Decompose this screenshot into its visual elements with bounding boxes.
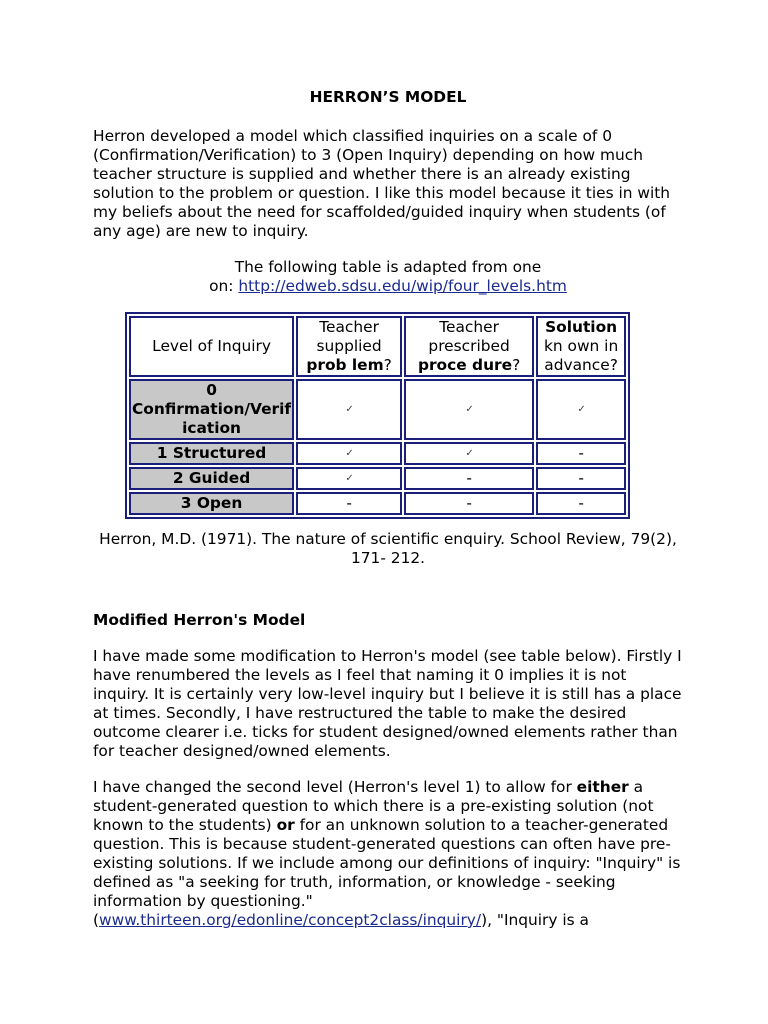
dash-cell: -	[404, 492, 534, 515]
header-teacher-procedure: Teacher prescribed proce dure?	[404, 316, 534, 377]
check-icon: ✓	[536, 379, 626, 440]
source-link[interactable]: http://edweb.sdsu.edu/wip/four_levels.htm	[238, 277, 567, 295]
row-level: 1 Structured	[129, 442, 294, 465]
check-icon: ✓	[404, 442, 534, 465]
check-icon: ✓	[296, 442, 402, 465]
adapted-note-line1: The following table is adapted from one	[234, 258, 542, 276]
table-header-row	[129, 316, 626, 377]
adapted-prefix: on:	[209, 277, 239, 295]
header-level-of-inquiry: Level of Inquiry	[129, 316, 294, 377]
table-row	[129, 467, 626, 490]
table-row	[129, 492, 626, 515]
dash-cell: -	[536, 467, 626, 490]
header-teacher-problem: Teacher supplied prob lem?	[296, 316, 402, 377]
row-level: 3 Open	[129, 492, 294, 515]
second-level-paragraph: I have changed the second level (Herron's level 1) to allow for either a student-generated question to which there is a pre-existing solution (not known to the students) or for an unknown solution to a teacher-generated question. This is because student-generated questions can often have pre-existing solutions. If we include among our definitions of inquiry: "Inquiry" is defined as "a seeking for truth, information, or knowledge - seeking information by questioning." (www.thirteen.org/edonline/concept2class/inquiry/), "Inquiry is a	[93, 778, 681, 929]
page-title: HERRON’S MODEL	[309, 88, 467, 106]
thirteen-link[interactable]: www.thirteen.org/edonline/concept2class/inquiry/	[99, 911, 482, 929]
check-icon: ✓	[404, 379, 534, 440]
check-icon: ✓	[296, 379, 402, 440]
table-row	[129, 379, 626, 440]
herron-table	[125, 312, 630, 519]
intro-paragraph: Herron developed a model which classified inquiries on a scale of 0 (Confirmation/Verification) to 3 (Open Inquiry) depending on how much teacher structure is supplied and whether there is an already existing solution to the problem or question. I like this model because it ties in with my beliefs about the need for scaffolded/guided inquiry when students (of any age) are new to inquiry.	[93, 127, 671, 240]
check-icon: ✓	[296, 467, 402, 490]
table-row	[129, 442, 626, 465]
citation: Herron, M.D. (1971). The nature of scientific enquiry. School Review, 79(2), 171- 212.	[99, 530, 677, 567]
modification-paragraph: I have made some modification to Herron's model (see table below). Firstly I have renumbered the levels as I feel that naming it 0 implies it is not inquiry. It is certainly very low-level inquiry but I believe it is still has a place at times. Secondly, I have restructured the table to make the desired outcome clearer i.e. ticks for student designed/owned elements rather than for teacher designed/owned elements.	[93, 647, 682, 760]
dash-cell: -	[296, 492, 402, 515]
adapted-note-line2	[93, 277, 683, 296]
row-level: 2 Guided	[129, 467, 294, 490]
dash-cell: -	[536, 492, 626, 515]
herron-table-wrapper	[125, 312, 630, 519]
row-level: 0 Confirmation/Verif ication	[129, 379, 294, 440]
adapted-note	[93, 258, 683, 296]
dash-cell: -	[404, 467, 534, 490]
dash-cell: -	[536, 442, 626, 465]
header-solution-known: Solution kn own in advance?	[536, 316, 626, 377]
modified-model-heading: Modified Herron's Model	[93, 611, 306, 629]
